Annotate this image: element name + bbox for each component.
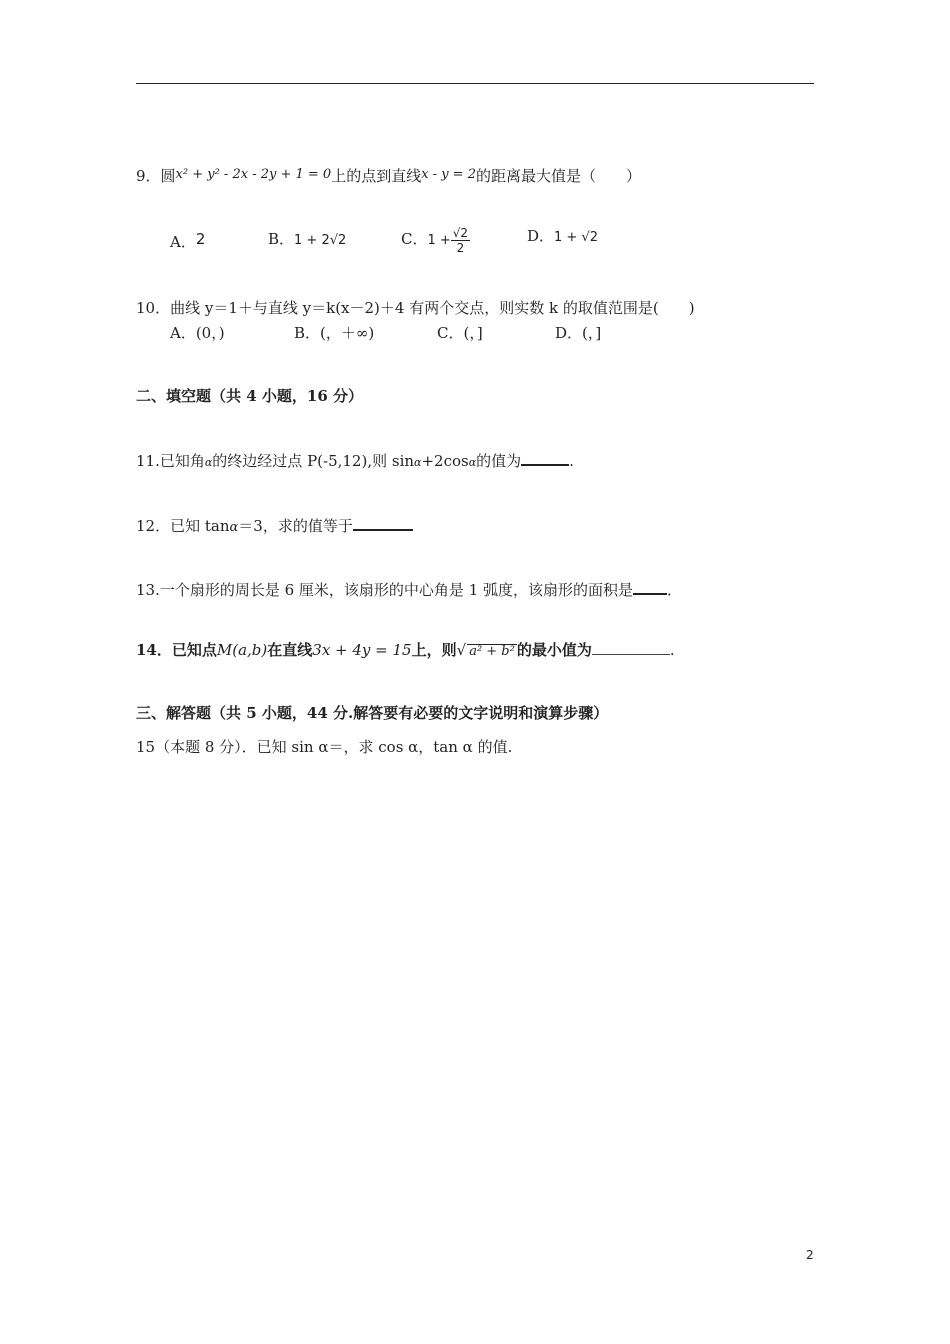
q14-prefix: 14．已知点 (136, 641, 217, 659)
q9-opt-a-value: 2 (195, 230, 206, 248)
question-13 (136, 579, 682, 600)
q9-option-c (401, 221, 470, 259)
q13-text: 13.一个扇形的周长是 6 厘米，该扇形的中心角是 1 弧度，该扇形的面积是 (136, 581, 634, 599)
q11-alpha-1: α (204, 456, 213, 469)
q9-opt-c-fraction (451, 226, 470, 255)
question-15: 15（本题 8 分）．已知 sin α＝，求 cos α，tan α 的值. (136, 738, 513, 756)
q14-tail: . (669, 641, 675, 659)
q12-alpha: α (229, 520, 239, 535)
q11-plus: +2cos (421, 452, 469, 470)
q14-end: 的最小值为 (516, 641, 592, 659)
q10-option-a: A．(0，) (170, 324, 225, 342)
q9-text-mid: 上的点到直线 (331, 167, 422, 185)
q14-answer-blank[interactable] (592, 640, 670, 655)
q9-circle-equation: x² + y² - 2x - 2y + 1 = 0 (175, 167, 332, 182)
q12-answer-blank[interactable] (353, 515, 413, 531)
q14-mid: 在直线 (267, 641, 313, 659)
q14-sqrt-expression: a² + b² (469, 644, 515, 659)
q10-option-b: B．(，＋∞) (294, 324, 375, 342)
q9-line-equation: x - y = 2 (421, 167, 476, 182)
q11-tail: . (569, 452, 574, 470)
q11-mid: 的终边经过点 P(-5,12),则 sin (212, 452, 415, 470)
question-10: 10．曲线 y＝1＋与直线 y＝k(x－2)＋4 有两个交点，则实数 k 的取值范围是( ) (136, 299, 695, 317)
q9-option-b (268, 229, 346, 251)
q11-alpha-2: α (414, 456, 422, 469)
q11-answer-blank[interactable] (521, 450, 569, 466)
q11-end: 的值为 (476, 452, 522, 470)
q9-opt-d-value: 1 + √2 (554, 230, 599, 245)
q9-opt-a-label: A． (170, 233, 196, 251)
q9-option-d (527, 226, 598, 248)
q11-alpha-3: α (468, 456, 477, 469)
question-9 (136, 165, 641, 186)
header-rule (136, 83, 814, 84)
q9-opt-b-label: B． (268, 230, 295, 248)
question-14: 14．已知点M(a,b)在直线3x + 4y = 15上，则√ a² + b² 的最小值为 . (136, 641, 675, 659)
q10-option-c: C．(，] (437, 324, 483, 342)
section-3-title: 三、解答题（共 5 小题，44 分.解答要有必要的文字说明和演算步骤） (136, 704, 609, 722)
q9-opt-b-value: 1 + 2√2 (294, 233, 347, 248)
q9-opt-d-label: D． (527, 227, 555, 245)
q11-prefix: 11.已知角 (136, 452, 205, 470)
page-number: 2 (806, 1248, 814, 1262)
section-2-title: 二、填空题（共 4 小题，16 分） (136, 387, 363, 405)
q10-option-d: D．(，] (555, 324, 602, 342)
q9-opt-c-label: C． (401, 230, 428, 248)
q12-end: ＝3，求的值等于 (238, 517, 353, 535)
q14-point: M(a,b) (216, 641, 268, 659)
q14-line-equation: 3x + 4y = 15 (312, 641, 412, 659)
q9-text-end: 的距离最大值是（ ） (475, 167, 641, 185)
q9-opt-c-numerator: √2 (452, 225, 469, 240)
q12-prefix: 12．已知 tan (136, 517, 230, 535)
q13-tail: ． (667, 581, 683, 599)
q9-opt-c-denominator: 2 (456, 240, 465, 255)
q9-number: 9．圆 (136, 167, 176, 185)
q9-option-a (170, 229, 205, 252)
q14-mid2: 上，则 (411, 641, 457, 659)
question-12 (136, 515, 413, 538)
q13-answer-blank[interactable] (633, 579, 667, 595)
question-11 (136, 450, 574, 473)
q9-opt-c-prefix: 1 + (427, 233, 451, 248)
